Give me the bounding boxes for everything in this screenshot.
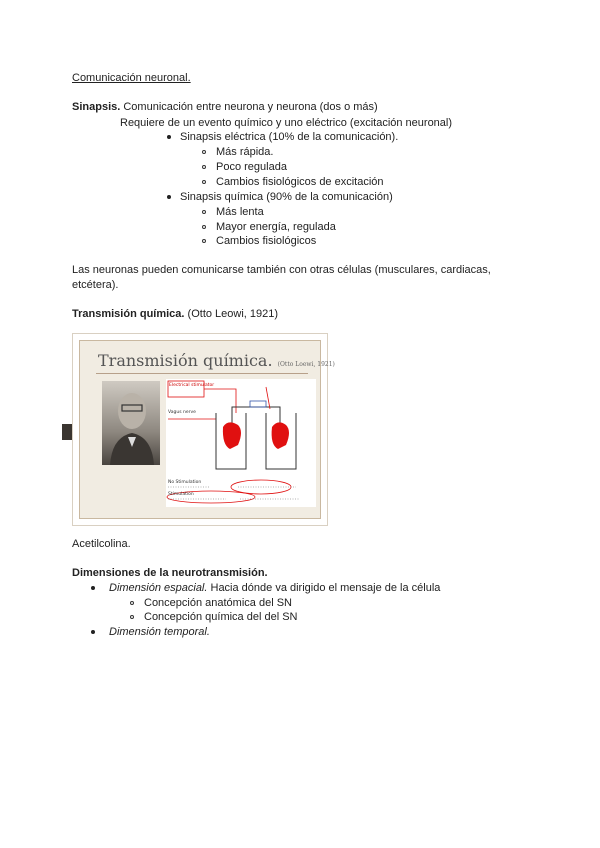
transmision-paragraph [72, 307, 278, 321]
slide-title [98, 351, 335, 370]
bullet-circle-icon [202, 180, 206, 184]
dimensiones-heading [72, 566, 268, 580]
no-stimulation-label: No Stimulation [168, 480, 202, 485]
bullet-dot-icon [91, 630, 95, 634]
bullet-dot-icon [91, 586, 95, 590]
bullet-dot-icon [167, 135, 171, 139]
dimension-espacial-text: Hacia dónde va dirigido el mensaje de la célula [207, 582, 441, 594]
dimensiones-heading-text: Dimensiones de la neurotransmisión. [72, 567, 268, 579]
list-item: Poco regulada [216, 161, 287, 173]
slide-rule [96, 373, 308, 374]
dimension-temporal [109, 625, 210, 639]
list-item: Concepción anatómica del SN [144, 597, 292, 609]
electrical-stimulator-label: Electrical stimulator [169, 383, 215, 388]
sinapsis-paragraph [72, 100, 378, 114]
bullet-circle-icon [202, 225, 206, 229]
list-item: Concepción química del del SN [144, 611, 298, 623]
dimension-espacial-label: Dimensión espacial. [109, 582, 208, 594]
list-item: Mayor energía, regulada [216, 221, 336, 233]
diagram-svg [166, 379, 316, 507]
bullet-circle-icon [202, 210, 206, 214]
stimulation-label: Stimulation [168, 492, 194, 497]
vagus-nerve-label: Vagus nerve [168, 410, 196, 415]
sinapsis-definition: Comunicación entre neurona y neurona (dos o más) [120, 101, 378, 113]
list-item: Más rápida. [216, 146, 274, 158]
bullet-circle-icon [202, 165, 206, 169]
list-item: Cambios fisiológicos de excitación [216, 176, 384, 188]
list-item: Más lenta [216, 206, 264, 218]
portrait-photo [102, 381, 160, 465]
dimension-temporal-label: Dimensión temporal. [109, 626, 210, 638]
bullet-circle-icon [202, 150, 206, 154]
portrait-icon [102, 381, 160, 465]
sinapsis-quimica: Sinapsis química (90% de la comunicación) [180, 191, 393, 203]
paragraph-line: etcétera). [72, 279, 119, 291]
slide-image [72, 333, 335, 526]
bullet-circle-icon [130, 615, 134, 619]
dimension-espacial [109, 581, 440, 595]
sinapsis-heading: Sinapsis. [72, 101, 121, 113]
acetilcolina-caption: Acetilcolina. [72, 538, 131, 550]
transmision-heading: Transmisión química. [72, 308, 185, 320]
transmision-citation: (Otto Leowi, 1921) [184, 308, 279, 320]
paragraph-line: Las neuronas pueden comunicarse también con otras células (musculares, cardiacas, [72, 264, 491, 276]
slide-subtitle: (Otto Loewi, 1921) [277, 361, 335, 368]
sinapsis-requires: Requiere de un evento químico y uno eléctrico (excitación neuronal) [120, 117, 453, 129]
bullet-dot-icon [167, 195, 171, 199]
slide-title-text: Transmisión química. [98, 351, 273, 370]
sinapsis-electrica: Sinapsis eléctrica (10% de la comunicación). [180, 131, 399, 143]
page-title: Comunicación neuronal. [72, 72, 191, 84]
experiment-diagram [166, 379, 316, 507]
bullet-circle-icon [202, 239, 206, 243]
list-item: Cambios fisiológicos [216, 235, 317, 247]
bullet-circle-icon [130, 601, 134, 605]
slide-frame [79, 340, 335, 519]
